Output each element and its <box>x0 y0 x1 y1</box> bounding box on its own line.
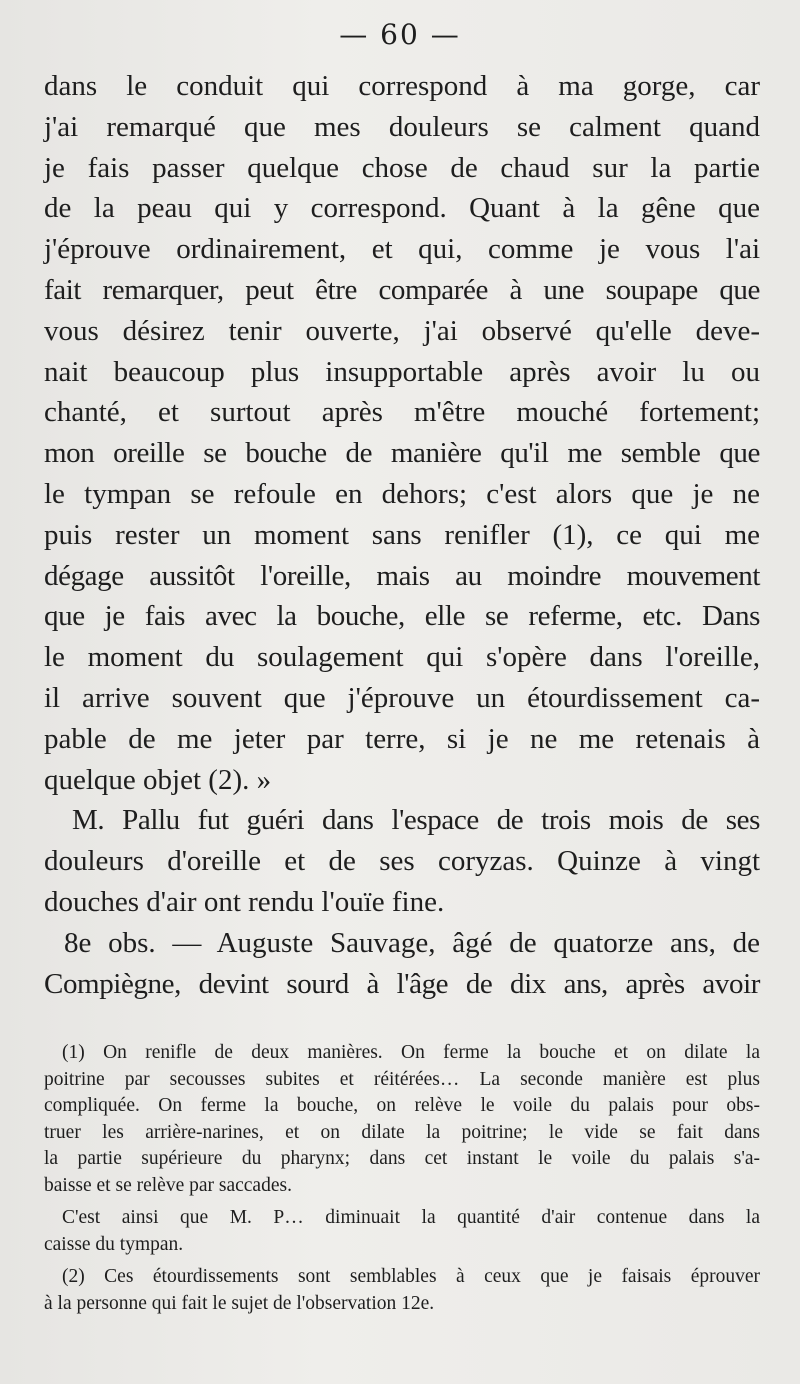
body-line: dégage aussitôt l'oreille, mais au moindre mouvement <box>44 559 760 592</box>
body-line: je fais passer quelque chose de chaud sur la partie <box>44 151 760 184</box>
body-line: Compiègne, devint sourd à l'âge de dix ans, après avoir <box>44 967 760 1000</box>
body-line: pable de me jeter par terre, si je ne me retenais à <box>44 722 760 755</box>
footnote-line: caisse du tympan. <box>44 1233 184 1255</box>
body-line: vous désirez tenir ouverte, j'ai observé qu'elle deve- <box>44 314 760 347</box>
footnote-line: (1) On renifle de deux manières. On ferme la bouche et on dilate la <box>62 1042 760 1063</box>
footnote-1-continuation <box>44 1205 760 1258</box>
body-line: fait remarquer, peut être comparée à une soupape que <box>44 273 760 306</box>
body-line: mon oreille se bouche de manière qu'il me semble que <box>44 437 760 470</box>
body-line: dans le conduit qui correspond à ma gorge, car <box>44 70 760 102</box>
body-line: il arrive souvent que j'éprouve un étourdissement ca- <box>44 681 760 714</box>
body-line: le moment du soulagement qui s'opère dans l'oreille, <box>44 641 760 674</box>
footnote-line: (2) Ces étourdissements sont semblables à ceux que je faisais éprouver <box>62 1266 760 1287</box>
body-line: de la peau qui y correspond. Quant à la gêne que <box>44 192 760 225</box>
footnote-line: compliquée. On ferme la bouche, on relève le voile du palais pour obs- <box>44 1095 760 1116</box>
body-text <box>44 66 760 1004</box>
body-line: 8e obs. — Auguste Sauvage, âgé de quatorze ans, de <box>64 926 760 959</box>
body-line: le tympan se refoule en dehors; c'est alors que je ne <box>44 477 760 510</box>
footnotes <box>44 1040 760 1323</box>
footnote-line: poitrine par secousses subites et réitérées… La seconde manière est plus <box>44 1068 760 1090</box>
footnote-2 <box>44 1264 760 1317</box>
body-line: douches d'air ont rendu l'ouïe fine. <box>44 885 445 918</box>
footnote-line: la partie supérieure du pharynx; dans cet instant le voile du palais s'a- <box>44 1148 760 1169</box>
footnote-1 <box>44 1040 760 1199</box>
body-line: quelque objet (2). » <box>44 763 272 796</box>
footnote-line: baisse et se relève par saccades. <box>44 1174 292 1196</box>
body-line: chanté, et surtout après m'être mouché fortement; <box>44 396 760 429</box>
body-line: douleurs d'oreille et de ses coryzas. Quinze à vingt <box>44 845 760 878</box>
body-line: j'éprouve ordinairement, et qui, comme je vous l'ai <box>44 233 760 266</box>
body-line: nait beaucoup plus insupportable après avoir lu ou <box>44 355 760 388</box>
page-number: — 60 — <box>339 18 461 51</box>
footnote-line: C'est ainsi que M. P… diminuait la quantité d'air contenue dans la <box>62 1207 760 1228</box>
footnote-line: à la personne qui fait le sujet de l'observation 12e. <box>44 1292 435 1314</box>
body-line: que je fais avec la bouche, elle se referme, etc. Dans <box>44 600 760 633</box>
body-line: j'ai remarqué que mes douleurs se calment quand <box>44 110 760 143</box>
body-line: puis rester un moment sans renifler (1), ce qui me <box>44 518 760 551</box>
body-line: M. Pallu fut guéri dans l'espace de trois mois de ses <box>72 804 760 837</box>
footnote-line: truer les arrière-narines, et on dilate la poitrine; le vide se fait dans <box>44 1121 760 1143</box>
